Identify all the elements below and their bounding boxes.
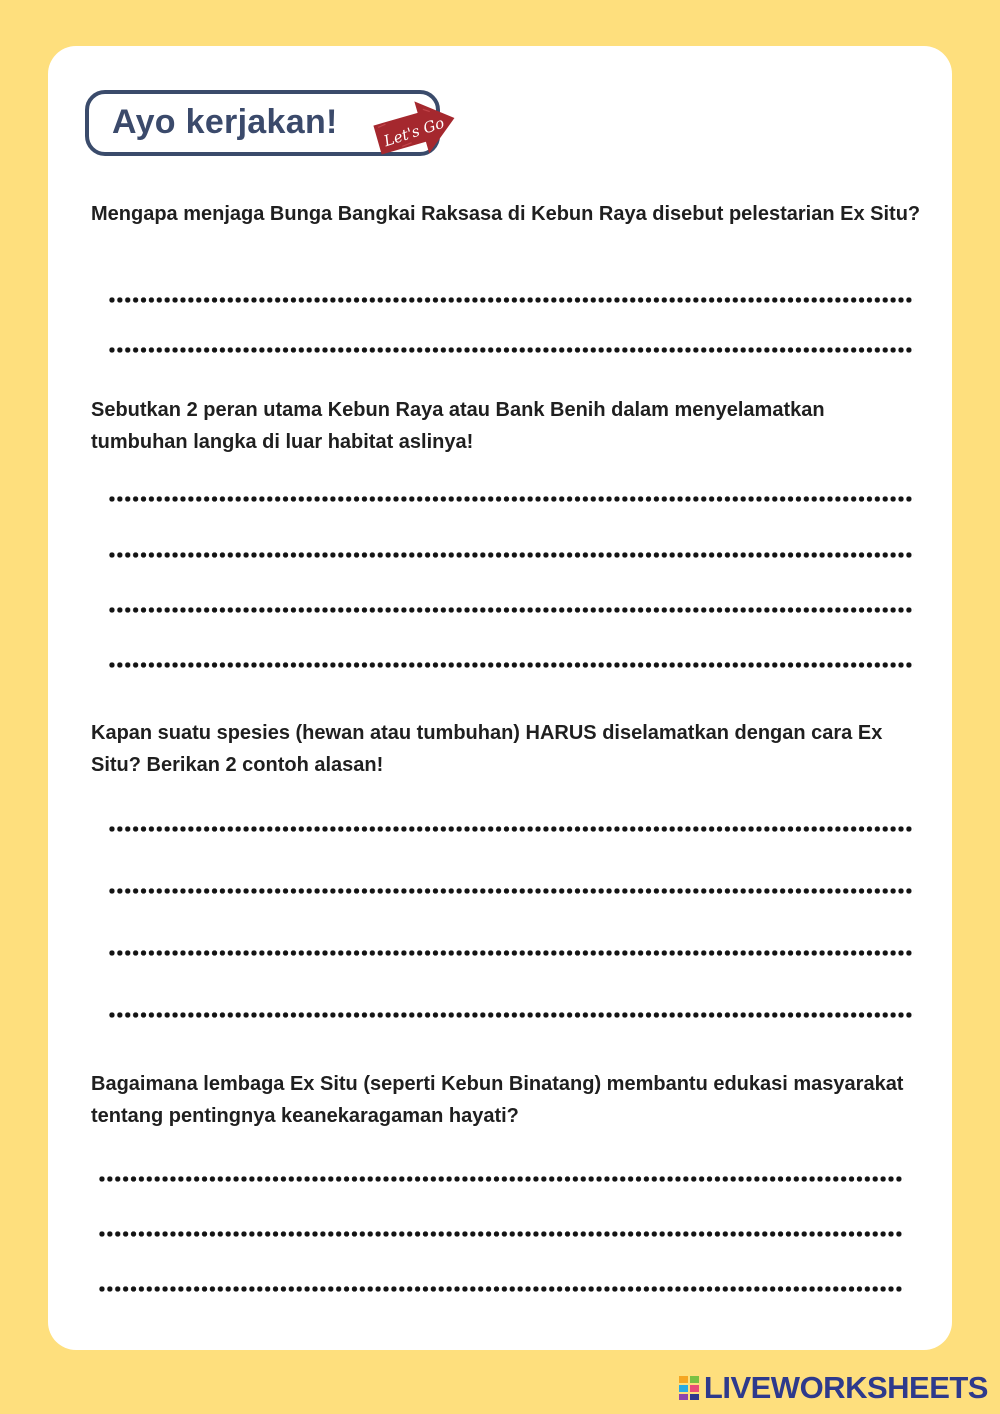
answer-line[interactable] xyxy=(108,950,914,956)
liveworksheets-logo-icon xyxy=(678,1375,700,1401)
question-2: Sebutkan 2 peran utama Kebun Raya atau Bank Benih dalam menyelamatkan tumbuhan langka di luar habitat aslinya! xyxy=(91,399,825,453)
answer-line[interactable] xyxy=(108,552,914,558)
question-1: Mengapa menjaga Bunga Bangkai Raksasa di Kebun Raya disebut pelestarian Ex Situ? xyxy=(91,203,921,225)
question-3: Kapan suatu spesies (hewan atau tumbuhan) HARUS diselamatkan dengan cara Ex Situ? Berikan 2 contoh alasan! xyxy=(91,722,883,776)
brand-name: LIVEWORKSHEETS xyxy=(703,1370,988,1405)
page-title: Ayo kerjakan! xyxy=(112,103,338,141)
answer-line[interactable] xyxy=(98,1231,904,1237)
lets-go-arrow-icon xyxy=(368,92,464,166)
worksheet-card xyxy=(48,46,952,1350)
answer-line[interactable] xyxy=(108,496,914,502)
badge-text: Let's Go xyxy=(381,113,447,151)
answer-line[interactable] xyxy=(108,1012,914,1018)
answer-line[interactable] xyxy=(108,662,914,668)
answer-line[interactable] xyxy=(108,826,914,832)
answer-line[interactable] xyxy=(98,1286,904,1292)
question-4: Bagaimana lembaga Ex Situ (seperti Kebun Binatang) membantu edukasi masyarakat tentang pentingnya keanekaragaman hayati? xyxy=(91,1073,904,1127)
answer-line[interactable] xyxy=(108,297,914,303)
answer-line[interactable] xyxy=(98,1176,904,1182)
answer-line[interactable] xyxy=(108,347,914,353)
liveworksheets-brand xyxy=(678,1370,988,1406)
answer-line[interactable] xyxy=(108,607,914,613)
answer-line[interactable] xyxy=(108,888,914,894)
